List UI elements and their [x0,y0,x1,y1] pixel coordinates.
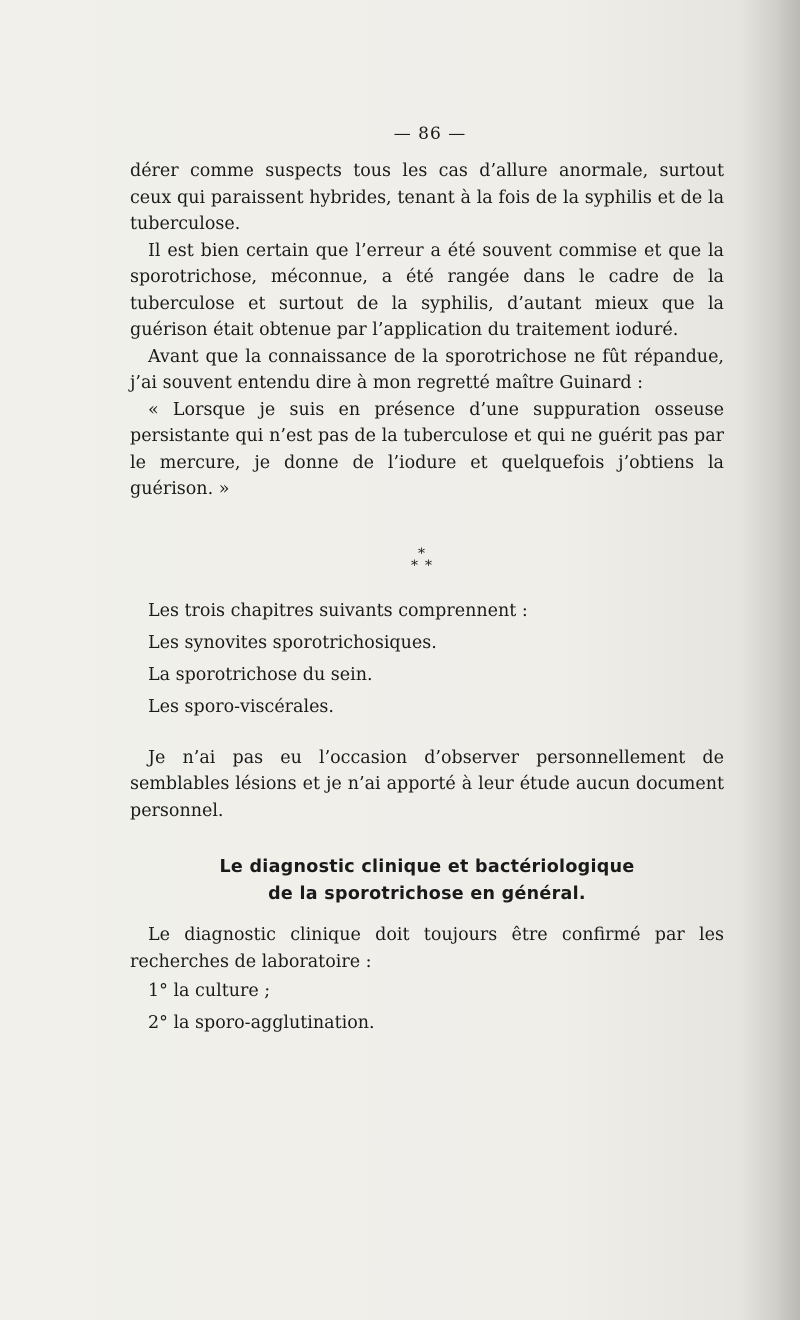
section-heading-line-2: de la sporotrichose en général. [268,884,586,904]
paragraph-diagnostic: Le diagnostic clinique doit toujours être confirmé par les recherches de laboratoire : [130,925,724,972]
asterism-star-right: * [425,557,432,574]
chapter-item: Les sporo-viscérales. [148,696,334,717]
paragraph-3: Avant que la connaissance de la sporotrichose ne fût répandue, j’ai souvent entendu dire à mon regretté maître Guinard : [130,346,724,393]
asterism-star-top: * [418,545,425,562]
chapters-intro: Les trois chapitres suivants comprennent : [148,600,528,621]
paragraph-quote: « Lorsque je suis en présence d’une suppuration osseuse persistante qui n’est pas de la tuberculose et qui ne guérit pas par le mercure, je donne de l’iodure et quelquefois j’obtiens la guérison. » [130,399,724,499]
paragraph-2: Il est bien certain que l’erreur a été souvent commise et que la sporotrichose, méconnue, a été rangée dans le cadre de la tuberculose et surtout de la syphilis, d’autant mieux que la guérison était obtenue par l’application du traitement ioduré. [130,240,724,340]
chapter-item: La sporotrichose du sein. [148,664,373,685]
paragraph-1: dérer comme suspects tous les cas d’allure anormale, surtout ceux qui paraissent hybrides, tenant à la fois de la syphilis et de la tuberculose. [130,161,724,234]
methods-list [130,975,724,1039]
method-item: 2° la sporo-agglutination. [148,1013,375,1033]
chapters-list [130,595,724,723]
page-number: — 86 — [393,124,467,144]
page-edge-shadow [740,0,800,1320]
asterism-separator [130,543,724,587]
asterism-star-left: * [411,557,418,574]
paragraph-note: Je n’ai pas eu l’occasion d’observer personnellement de semblables lésions et je n’ai apporté à leur étude aucun document personnel. [130,747,724,821]
method-item: 1° la culture ; [148,981,271,1001]
chapter-item: Les synovites sporotrichosiques. [148,632,437,653]
section-heading-line-1: Le diagnostic clinique et bactériologique [219,857,635,877]
section-heading [130,854,724,908]
page-content [130,124,724,1039]
